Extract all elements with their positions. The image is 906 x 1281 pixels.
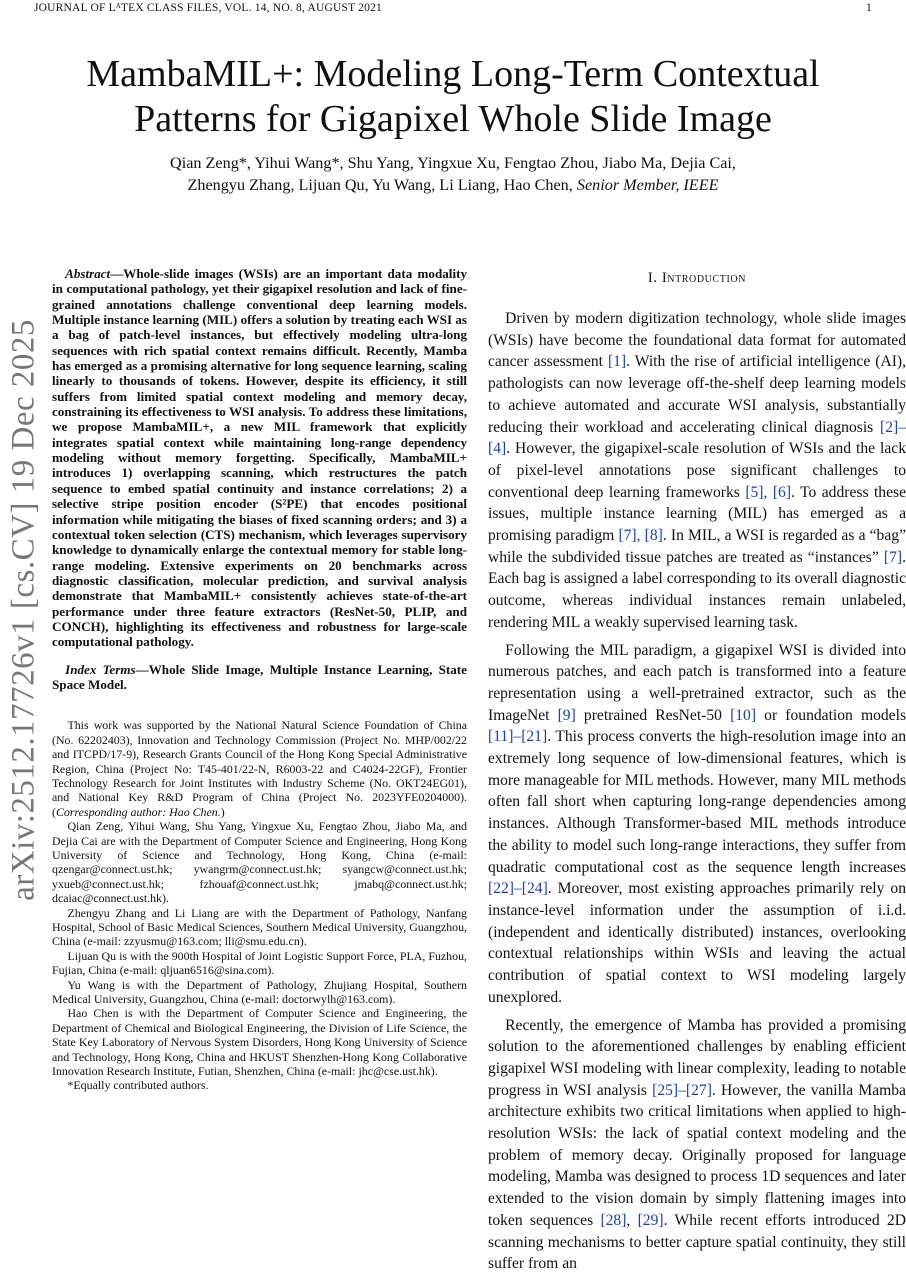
- abstract: [52, 266, 467, 650]
- footnote-wang: Yu Wang is with the Department of Pathology, Zhujiang Hospital, Southern Medical University, Guangzhou, China (e-mail: doctorwylh@163.com).: [52, 977, 467, 1006]
- text: . This process converts the high-resolution image into an extremely long sequence of low-dimensional features, which is more manageable for MIL methods. However, many MIL methods often fall short when capturing long-range dependencies among instances. Although Transformer-based MIL methods introduce the ability to model such long-range interactions, they suffer from quadratic computational cost as the sequence length increases: [488, 728, 906, 876]
- citation-link[interactable]: [7], [8]: [618, 527, 663, 545]
- citation-link[interactable]: [11]–[21]: [488, 728, 548, 746]
- citation-link[interactable]: [28]: [600, 1211, 627, 1229]
- index-terms: [52, 662, 467, 693]
- text: . Moreover, most existing approaches primarily rely on instance-level information under the assumption of i.i.d. (independent and identically distributed) instances, overlooking contextual relationships within WSIs and leaving the actual contribution of spatial context to WSI modeling largely unexplored.: [488, 880, 906, 1006]
- footnotes: [52, 718, 467, 1093]
- arxiv-side-stamp: [0, 320, 54, 900]
- text: pretrained ResNet-50: [575, 706, 731, 724]
- index-terms-text: —Whole Slide Image, Multiple Instance Learning, State Space Model.: [52, 661, 467, 692]
- footnote-chen: Hao Chen is with the Department of Computer Science and Engineering, the Department of Chemical and Biological Engineering, the Division of Life Science, the State Key Laboratory of Nervous System Disorders, Hong Kong University of Science and Technology, Hong Kong, China and HKUST Shenzhen-Hong Kong Collaborative Innovation Research Institute, Futian, Shenzhen, China (e-mail: jhc@cse.ust.hk).: [52, 1006, 467, 1079]
- running-header: [34, 2, 872, 14]
- text: Driven by modern digitization technology, whole slide images (WSIs) have become the foundational data format for automated cancer assessment: [488, 310, 906, 371]
- text: or foundation models: [756, 706, 906, 724]
- text: . However, the vanilla Mamba architecture exhibits two critical limitations when applied to high-resolution WSIs: the lack of spatial context modeling and the problem of memory decay. Originally proposed for language modeling, Mamba was designed to process 1D sequences and later extended to the vision domain by simply flattening images into token sequences: [488, 1081, 906, 1229]
- footnote-equal: *Equally contributed authors.: [67, 1078, 209, 1093]
- footnote-funding-close: ): [220, 804, 225, 819]
- citation-link[interactable]: [5], [6]: [745, 483, 792, 501]
- author-list: [80, 152, 826, 196]
- text: Recently, the emergence of Mamba has provided a promising solution to the aforementioned challenges by enabling efficient gigapixel WSI modeling with linear complexity, leading to notable progress in WSI analysis: [488, 1016, 906, 1099]
- text: . With the rise of artificial intelligence (AI), pathologists can now leverage off-the-shelf deep learning models to achieve automated and accurate WSI analysis, substantially reducing their workload and accelerating clinical diagnosis: [488, 353, 906, 436]
- footnote-hkust: Qian Zeng, Yihui Wang, Shu Yang, Yingxue Xu, Fengtao Zhou, Jiabo Ma, and Dejia Cai are with the Department of Computer Science and Engineering, Hong Kong University of Science and Technology, Hong Kong, China (e-mail: qzengar@connect.ust.hk; ywangrm@connect.ust.hk; syangcw@connect.ust.hk; yxueb@connect.ust.hk; fzhouaf@connect.ust.hk; jmabq@connect.ust.hk; dcaiac@connect.ust.hk).: [52, 819, 467, 906]
- citation-link[interactable]: [29]: [637, 1211, 664, 1229]
- intro-paragraph-3: [488, 1015, 906, 1275]
- citation-link[interactable]: [25]–[27]: [652, 1081, 712, 1099]
- text: . However, the gigapixel-scale resolution of WSIs and the lack of pixel-level annotations pose significant challenges to conventional deep learning frameworks: [488, 440, 906, 501]
- section-number: I.: [647, 270, 658, 286]
- abstract-label: Abstract: [65, 266, 111, 281]
- footnote-funding: [52, 718, 467, 819]
- text: . In MIL, a WSI is regarded as a “bag” while the subdivided tissue patches are treated as “instances”: [488, 527, 906, 566]
- page-number: 1: [866, 2, 872, 14]
- arxiv-identifier: arXiv:2512.17726v1 [cs.CV] 19 Dec 2025: [5, 319, 42, 901]
- citation-link[interactable]: [7]: [883, 548, 903, 566]
- citation-link[interactable]: [9]: [557, 706, 576, 724]
- section-title: Introduction: [661, 270, 747, 286]
- journal-name: JOURNAL OF LᴬTEX CLASS FILES, VOL. 14, NO. 8, AUGUST 2021: [34, 2, 382, 14]
- footnote-qu: Lijuan Qu is with the 900th Hospital of Joint Logistic Support Force, PLA, Fuzhou, Fujian, China (e-mail: qljuan6516@sina.com).: [52, 948, 467, 978]
- authors-line-2: [80, 174, 826, 196]
- left-column: [52, 266, 467, 1093]
- citation-link[interactable]: [22]–[24]: [488, 880, 548, 898]
- section-heading: [488, 270, 906, 287]
- text: . Each bag is assigned a label corresponding to its overall diagnostic outcome, whereas individual instances remain unlabeled, rendering MIL a weakly supervised learning task.: [488, 548, 906, 631]
- index-terms-label: Index Terms: [65, 661, 136, 677]
- citation-link[interactable]: [2]–[4]: [488, 418, 906, 458]
- authors-line-2-names: Zhengyu Zhang, Lijuan Qu, Yu Wang, Li Liang, Hao Chen,: [187, 176, 573, 194]
- right-column: [488, 266, 906, 1281]
- text: Following the MIL paradigm, a gigapixel WSI is divided into numerous patches, and each patch is transformed into a feature representation using a well-pretrained extractor, such as the ImageNet: [488, 641, 906, 724]
- footnote-funding-text: This work was supported by the National Natural Science Foundation of China (No. 62202403), Innovation and Technology Commission (Project No. MHP/002/22 and ITCPD/17-9), Research Grants Council of the Hong Kong Special Administrative Region, China (Project No: T45-401/22-N, R6003-22 and C4024-22GF), Frontier Technology Research for Joint Institutes with Industry Scheme (No. OKT24EG01), and National Key R&D Program of China (Project No. 2023YFE0204000). (: [52, 718, 467, 819]
- citation-link[interactable]: [1]: [607, 353, 627, 371]
- text: . To address these issues, multiple instance learning (MIL) has emerged as a promising paradigm: [488, 483, 906, 545]
- authors-line-1: Qian Zeng*, Yihui Wang*, Shu Yang, Yingxue Xu, Fengtao Zhou, Jiabo Ma, Dejia Cai,: [170, 154, 736, 172]
- intro-paragraph-2: [488, 640, 906, 1009]
- footnote-nanfang: Zhengyu Zhang and Li Liang are with the Department of Pathology, Nanfang Hospital, School of Basic Medical Sciences, Southern Medical University, Guangzhou, China (e-mail: zzyusmu@163.com; lli@smu.edu.cn).: [52, 905, 467, 949]
- text: ,: [626, 1211, 638, 1229]
- citation-link[interactable]: [10]: [730, 706, 757, 724]
- text: . While recent efforts introduced 2D scanning mechanisms to better capture spatial continuity, they still suffer from an: [488, 1211, 906, 1273]
- author-role: Senior Member, IEEE: [576, 176, 719, 194]
- abstract-text: —Whole-slide images (WSIs) are an important data modality in computational pathology, yet their gigapixel resolution and lack of fine-grained annotations challenge conventional deep learning models. Multiple instance learning (MIL) offers a solution by treating each WSI as a bag of patch-level instances, but effectively modeling ultra-long sequences with rich spatial context remains difficult. Recently, Mamba has emerged as a promising alternative for long sequence learning, scaling linearly to thousands of tokens. However, despite its efficiency, it still suffers from limited spatial context modeling and memory decay, constraining its effectiveness to WSI analysis. To address these limitations, we propose MambaMIL+, a new MIL framework that explicitly integrates spatial context while maintaining long-range dependency modeling without memory forgetting. Specifically, MambaMIL+ introduces 1) overlapping scanning, which restructures the patch sequence to embed spatial continuity and instance correlations; 2) a selective stripe position encoder (S²PE) that encodes positional information while mitigating the biases of fixed scanning orders; and 3) a contextual token selection (CTS) mechanism, which leverages supervisory knowledge to dynamically enlarge the contextual memory for stable long-range modeling. Extensive experiments on 20 benchmarks across diagnostic classification, molecular prediction, and survival analysis demonstrate that MambaMIL+ consistently achieves state-of-the-art performance under three feature extractors (ResNet-50, PLIP, and CONCH), highlighting its effectiveness and robustness for large-scale computational pathology.: [52, 266, 467, 650]
- paper-title: MambaMIL+: Modeling Long-Term Contextual Patterns for Gigapixel Whole Slide Image: [86, 53, 820, 140]
- intro-paragraph-1: [488, 308, 906, 634]
- corresponding-author: Corresponding author: Hao Chen.: [55, 804, 221, 819]
